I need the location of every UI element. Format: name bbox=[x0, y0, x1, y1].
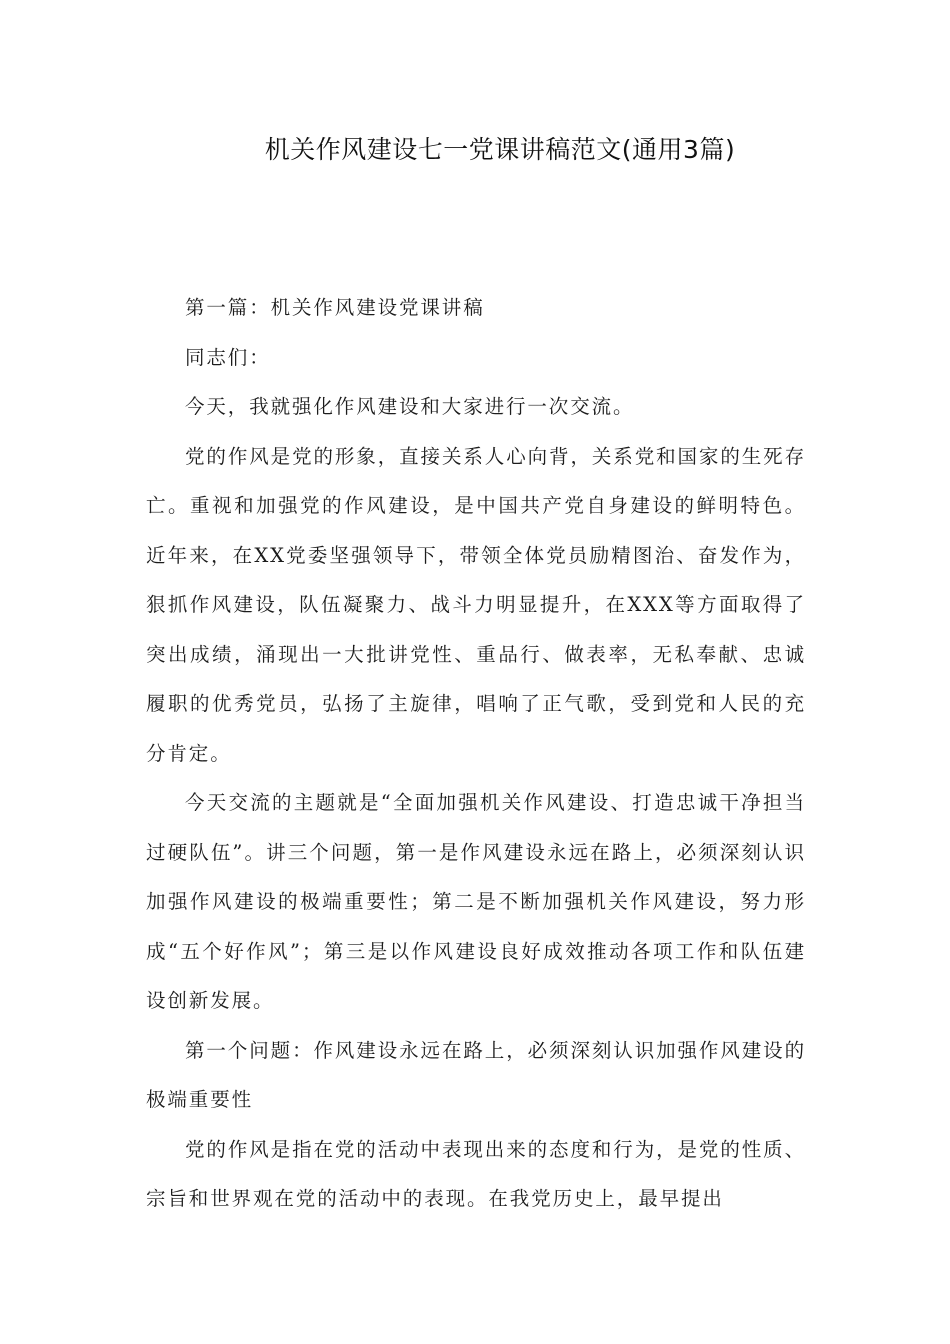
document-title: 机关作风建设七一党课讲稿范文(通用3篇) bbox=[264, 135, 736, 164]
paragraph-salutation: 同志们： bbox=[185, 345, 271, 369]
paragraph-intro: 今天，我就强化作风建设和大家进行一次交流。 bbox=[185, 395, 635, 418]
document-body bbox=[146, 283, 806, 1224]
paragraph-body: 党的作风是指在党的活动中表现出来的态度和行为，是党的性质、宗旨和世界观在党的活动中的表现。在我党历史上，最早提出 bbox=[146, 1137, 806, 1210]
paragraph-body: 党的作风是党的形象，直接关系人心向背，关系党和国家的生死存亡。重视和加强党的作风建设，是中国共产党自身建设的鲜明特色。近年来，在XX党委坚强领导下，带领全体党员励精图治、奋发作为，狠抓作风建设，队伍凝聚力、战斗力明显提升，在XXX等方面取得了突出成绩，涌现出一大批讲党性、重品行、做表率，无私奉献、忠诚履职的优秀党员，弘扬了主旋律，唱响了正气歌，受到党和人民的充分肯定。 bbox=[146, 444, 806, 765]
paragraph-section-heading: 第一篇：机关作风建设党课讲稿 bbox=[185, 296, 485, 319]
paragraph-subheading: 第一个问题：作风建设永远在路上，必须深刻认识加强作风建设的极端重要性 bbox=[146, 1038, 806, 1111]
paragraph-body: 今天交流的主题就是“全面加强机关作风建设、打造忠诚干净担当过硬队伍”。讲三个问题，第一是作风建设永远在路上，必须深刻认识加强作风建设的极端重要性；第二是不断加强机关作风建设，努力形成“五个好作风”；第三是以作风建设良好成效推动各项工作和队伍建设创新发展。 bbox=[146, 791, 806, 1012]
